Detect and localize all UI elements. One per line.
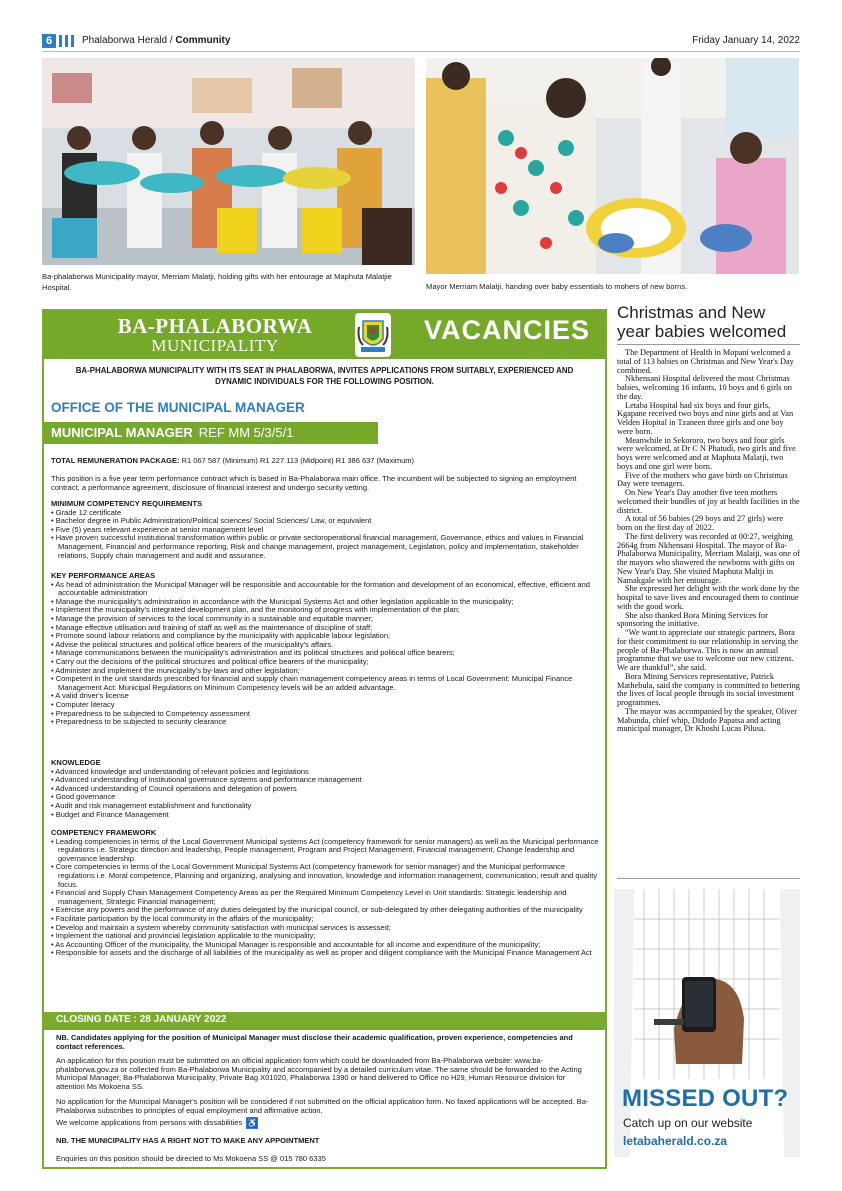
ad-website-link[interactable]: letabaherald.co.za	[623, 1134, 728, 1148]
section-name: Community	[175, 35, 231, 46]
list-item: • Implement the national and provincial legislation applicable to the municipality;	[51, 932, 599, 941]
list-item: • Facilitate participation by the local community in the affairs of the municipality;	[51, 915, 599, 924]
municipality-subtitle: MUNICIPALITY	[151, 336, 279, 355]
article-paragraph: A total of 56 babies (29 boys and 27 girls) were born on the first day of 2022.	[617, 514, 784, 532]
ad-subline: Catch up on our website	[623, 1116, 753, 1130]
list-item: • Core competencies in terms of the Local Government Municipal Systems Act (competency framework for senior manager) and the Municipal performance regulations i.e. Moral competence, Planning and organizing, analysing and innovation, knowledge and information management, communication, result and quality focus.	[51, 863, 599, 889]
knowledge-section	[51, 759, 599, 819]
wheelchair-icon: ♿	[246, 1118, 258, 1128]
list-item: • Financial and Supply Chain Management Competency Areas as per the Required Minimum Competency Level in Unit standards: Strategic leadership and management, Strategic Financial management;	[51, 889, 599, 906]
municipality-logo-text	[92, 315, 338, 355]
list-item: • Manage effective utilisation and training of staff as well as the maintenance of discipline of staff;	[51, 624, 599, 633]
list-item: • Responsible for assets and the discharge of all liabilities of the municipality as well as proper and diligent compliance with the Municipal Finance Management Act	[51, 949, 599, 958]
list-item: • Administer and implement the municipality's by-laws and other legislation;	[51, 667, 599, 676]
position-name: MUNICIPAL MANAGER	[51, 425, 193, 440]
list-item: • Advanced understanding of institutional governance systems and performance management	[51, 776, 599, 785]
application-instructions: An application for this position must be submitted on an official application form which could be downloaded from Ba-Phalaborwa website: www.ba-phalaborwa.gov.za or collected from Ba-Phalaborwa Municipality and accompanied by a detailed curriculum vitae. The same should be forwarded to the Acting Municipal Manager, Ba-Phalaborwa Municipality, Private Bag X01020, Phalaborwa 1390 or hand delivered to Office no H29, Human Resource division for attention Ms Mokoena SS.	[56, 1056, 582, 1092]
list-item: • As head of administration the Municipal Manager will be responsible and accountable for the formation and development of an economical, effective, efficient and accountable administration	[51, 581, 599, 598]
disabilities-note	[56, 1117, 592, 1129]
list-item: • Audit and risk management establishment and functionality	[51, 802, 599, 811]
enquiries: Enquiries on this position should be directed to Ms Mokoena SS @ 015 780 6335	[56, 1154, 326, 1163]
article-paragraph: She also thanked Bora Mining Services for sponsoring the initiative.	[617, 610, 768, 629]
knowledge-heading: KNOWLEDGE	[51, 758, 101, 767]
closing-date: CLOSING DATE : 28 JANUARY 2022	[56, 1014, 227, 1025]
remuneration-label: TOTAL REMUNERATION PACKAGE:	[51, 456, 180, 465]
office-heading: OFFICE OF THE MUNICIPAL MANAGER	[51, 400, 305, 415]
article-paragraph: Bora Mining Services representative, Patrick Mathebula, said the company is committed to bettering the lives of local people through its social investment programmes.	[617, 671, 800, 707]
list-item: • Have proven successful institutional transformation within public or private sectoroperational financial management, Governance, ethics and values in Financial Management, Financial and performance reporting, Risk and change management, project management, Legislation, policy and implementation, stakeholder relations, Supply chain management and audit and assurance.	[51, 534, 599, 560]
publication-title: Phalaborwa Herald	[82, 35, 168, 46]
list-item: • Advise the political structures and political office bearers of the municipality's affairs.	[51, 641, 599, 650]
kpa-heading: KEY PERFORMANCE AREAS	[51, 571, 156, 580]
list-item: • Computer literacy	[51, 701, 599, 710]
article-rule	[617, 344, 800, 345]
list-item: • Bachelor degree in Public Administration/Political sciences/ Social Sciences/ Law, or equivalent	[51, 517, 599, 526]
article-paragraph: The Department of Health in Mopani welcomed a total of 113 babies on Christmas and New Year's Day combined.	[617, 348, 794, 375]
list-item: • Manage the municipality's administration in accordance with the Municipal Systems Act and other legislation applicable to the municipality;	[51, 598, 599, 607]
official-form-note: No application for the Municipal Manager's position will be considered if not submitted on the official application form. No faxed applications will be accepted. Ba-Phalaborwa subscribes to principles of equal employment and affirmative action.	[56, 1097, 589, 1115]
remuneration-value: R1 067 587 (Minimum) R1 227 113 (Midpoint) R1 386 637 (Maximum)	[181, 456, 415, 465]
list-item: • Exercise any powers and the performance of any duties delegated by the municipal council, or sub-delegated by other delegating authorities of the municipality	[51, 906, 599, 915]
list-item: • Advanced understanding of Council operations and delegation of powers	[51, 785, 599, 794]
list-item: • Good governance	[51, 793, 599, 802]
list-item: • Develop and maintain a system whereby community satisfaction with municipal services is assessed;	[51, 924, 599, 933]
list-item: • Preparedness to be subjected to Competency assessment	[51, 710, 599, 719]
list-item: • Carry out the decisions of the political structures and political office bearers of the municipality;	[51, 658, 599, 667]
header-rule	[42, 51, 800, 52]
kpa-section	[51, 572, 599, 727]
header-accent-bar	[59, 35, 62, 47]
competency-section	[51, 829, 599, 958]
page-number: 6	[42, 34, 56, 48]
photo-mayor-handing-essentials	[426, 58, 799, 274]
article-paragraph: The mayor was accompanied by the speaker, Oliver Mabunda, chief whip, Didodo Papatsa and acting municipal manager, Dr Khoshi Lucas Pilusa.	[617, 706, 797, 734]
list-item: • As Accounting Officer of the municipality, the Municipal Manager is responsible and accountable for all income and expenditure of the municipality;	[51, 941, 599, 950]
list-item: • Grade 12 certificate	[51, 509, 599, 518]
header-accent-bar	[71, 35, 74, 47]
article-paragraph: “We want to appreciate our strategic partners, Bora for their commitment to our relationship in serving the people of Ba-Phalaborwa. This is now an annual programme that we use to welcome our new citizens. We are thankful”, she said.	[617, 628, 799, 672]
vacancies-title: VACANCIES	[424, 315, 591, 345]
municipal-crest-icon	[355, 313, 391, 357]
list-item: • Implement the municipality's integrated development plan, and the monitoring of progress with implementation of the plan;	[51, 606, 599, 615]
ad-headline: MISSED OUT?	[622, 1085, 789, 1112]
article-paragraph: Meanwhile in Sekororo, two boys and four girls were welcomed, at Dr C N Phatudi, two girls and five boys were welcomed and at Maphuta Malatji, two boys and one girl were born.	[617, 435, 796, 471]
min-requirements-section	[51, 500, 599, 560]
nb-disclosure: NB. Candidates applying for the position of Municipal Manager must disclose their academic qualification, proven experience, competencies and contact references.	[56, 1033, 573, 1051]
list-item: • Leading competencies in terms of the Local Government Municipal systems Act (competency framework for senior managers) as well as the Municipal performance regulations i.e. Strategic direction and leadership, People management, Program and Project Management, Financial management, Change leadership and governance leadership.	[51, 838, 599, 864]
issue-date: Friday January 14, 2022	[692, 35, 800, 46]
article-body	[617, 349, 800, 734]
list-item: • A valid driver's license	[51, 692, 599, 701]
header-accent-bar	[65, 35, 68, 47]
article-paragraph: Nkhensani Hospital delivered the most Christmas babies, welcoming 16 infants, 10 boys and 6 girls on the day.	[617, 374, 792, 401]
nb-appointment: NB. THE MUNICIPALITY HAS A RIGHT NOT TO MAKE ANY APPOINTMENT	[56, 1136, 320, 1145]
list-item: • Manage communications between the municipality's administration and its political structures and political office bearers;	[51, 649, 599, 658]
list-item: • Five (5) years relevant experience at senior management level	[51, 526, 599, 535]
list-item: • Competent in the unit standards prescribed for financial and supply chain management competency areas in terms of Local Government: Municipal Finance Management Act: Municipal Regulations on Minimum Competency levels will be an added advantage.	[51, 675, 599, 692]
photo-caption-left: Ba-phalaborwa Municipality mayor, Merriam Malatji, holding gifts with her entourage at Maphuta Malatjie Hospital.	[42, 272, 392, 292]
competency-heading: COMPETENCY FRAMEWORK	[51, 828, 157, 837]
article-paragraph: Five of the mothers who gave birth on Christmas Day were teenagers.	[617, 470, 788, 489]
article-paragraph: She expressed her delight with the work done by the hospital to save lives and encouraged them to continue with the good work.	[617, 584, 799, 611]
contract-text: This position is a five year term performance contract which is based in Ba-Phalaborwa main office. The incumbent will be subjected to signing an employment contract, a performance agreement, disclosure of financial interest and undergo security vetting.	[51, 474, 577, 492]
remuneration	[51, 457, 599, 466]
list-item: • Promote sound labour relations and compliance by the municipality with applicable labour legislation;	[51, 632, 599, 641]
list-item: • Budget and Finance Management	[51, 811, 599, 820]
article-paragraph: The first delivery was recorded at 00:27, weighing 2664g from Nkhensani Hospital. The mayor of Ba-Phalaborwa Municipality, Merriam Malatji, was one of the mayors who showered the newborns with gifts on New Year's Day. She visited Maphuta Maltji in Namakgale with her entourage.	[617, 531, 800, 585]
article-headline: Christmas and New year babies welcomed	[617, 303, 787, 341]
article-paragraph: Letaba Hospital had six boys and four girls, Kgapane received two boys and nine girls and at Van Velden Hopital in Tzaneen three girls and one boy were born.	[617, 400, 794, 436]
municipality-name: BA-PHALABORWA	[117, 314, 313, 338]
position-title	[51, 425, 293, 440]
list-item: • Manage the provision of services to the local community in a sustainable and equitable manner;	[51, 615, 599, 624]
article-paragraph: On New Year's Day another five teen mothers welcomed their bundles of joy at health facilities in the district.	[617, 488, 800, 515]
photo-caption-right: Mayor Merriam Malatji, handing over baby essentials to mohers of new borns.	[426, 282, 688, 291]
vacancy-intro: BA-PHALABORWA MUNICIPALITY WITH ITS SEAT IN PHALABORWA, INVITES APPLICATIONS FROM SUITABLY, EXPERIENCED AND DYNAMIC INDIVIDUALS FOR THE FOLLOWING POSITION.	[75, 366, 574, 386]
article-bottom-rule	[617, 878, 800, 879]
position-ref: REF MM 5/3/5/1	[198, 425, 294, 440]
publication-name: Phalaborwa Herald / Community	[82, 35, 231, 46]
list-item: • Advanced knowledge and understanding of relevant policies and legislations	[51, 768, 599, 777]
min-requirements-heading: MINIMUM COMPETENCY REQUIREMENTS	[51, 499, 203, 508]
photo-mayor-entourage	[42, 58, 415, 265]
list-item: • Preparedness to be subjected to security clearance	[51, 718, 599, 727]
disabilities-text: We welcome applications from persons with dissabilities	[56, 1117, 243, 1127]
